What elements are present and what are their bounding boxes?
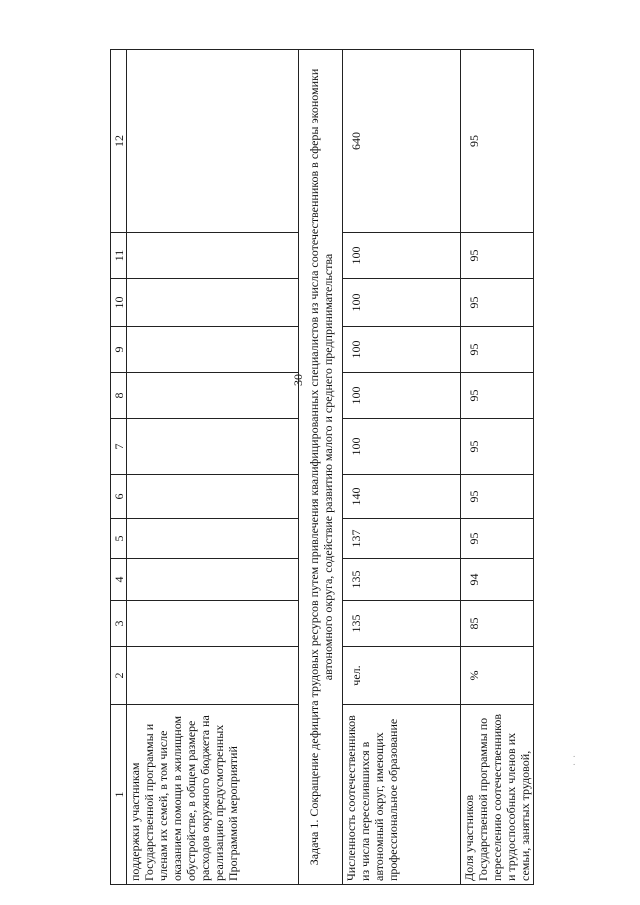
value-cell: 100 (343, 327, 461, 373)
header-cell: 3 (111, 601, 127, 647)
value-cell: 140 (343, 475, 461, 519)
page-number: 30 (291, 374, 305, 386)
value-cell: 95 (461, 475, 534, 519)
value-cell: 95 (461, 279, 534, 327)
unit-cell: чел. (343, 647, 461, 705)
task-row (299, 50, 343, 885)
indicator-name: поддержки участникам Государственной программы и членам их семей, в том числе оказанием помощи в жилищном обустройстве, в общем размере расходов окружного бюджета на реализацию предусмотренных Программой мероприятий (127, 705, 299, 885)
value-cell: 100 (343, 279, 461, 327)
table-row (461, 50, 534, 885)
value-cell: 95 (461, 519, 534, 559)
header-cell: 11 (111, 233, 127, 279)
header-cell: 5 (111, 519, 127, 559)
task-heading: Задача 1. Сокращение дефицита трудовых ресурсов путем привлечения квалифицированных специалистов из числа соотечественников в сферы экономики автономного округа, содействие развитию малого и среднего предпринимательства (299, 50, 343, 885)
value-cell: 95 (461, 50, 534, 233)
indicators-table (110, 49, 534, 885)
header-cell: 9 (111, 327, 127, 373)
header-cell: 10 (111, 279, 127, 327)
header-cell: 12 (111, 50, 127, 233)
header-cell: 1 (111, 705, 127, 885)
table-row-continuation (127, 50, 299, 885)
margin-marks: . . (573, 749, 576, 767)
value-cell: 137 (343, 519, 461, 559)
value-cell: 95 (461, 233, 534, 279)
value-cell: 95 (461, 327, 534, 373)
indicator-name: Доля участников Государственной программы по переселению соотечественников и трудоспособных членов их семьи, занятых трудовой, (461, 705, 534, 885)
rotated-table-container (110, 50, 532, 885)
value-cell: 100 (343, 373, 461, 419)
value-cell: 100 (343, 419, 461, 475)
unit-cell: % (461, 647, 534, 705)
value-cell: 95 (461, 373, 534, 419)
header-cell: 6 (111, 475, 127, 519)
value-cell: 640 (343, 50, 461, 233)
table-row (343, 50, 461, 885)
header-cell: 2 (111, 647, 127, 705)
header-cell: 4 (111, 559, 127, 601)
header-cell: 8 (111, 373, 127, 419)
header-cell: 7 (111, 419, 127, 475)
value-cell: 94 (461, 559, 534, 601)
value-cell: 100 (343, 233, 461, 279)
value-cell: 85 (461, 601, 534, 647)
value-cell: 135 (343, 601, 461, 647)
indicator-name: Численность соотечественников из числа переселившихся в автономный округ, имеющих профессиональное образование (343, 705, 461, 885)
value-cell: 135 (343, 559, 461, 601)
value-cell: 95 (461, 419, 534, 475)
header-row (111, 50, 127, 885)
